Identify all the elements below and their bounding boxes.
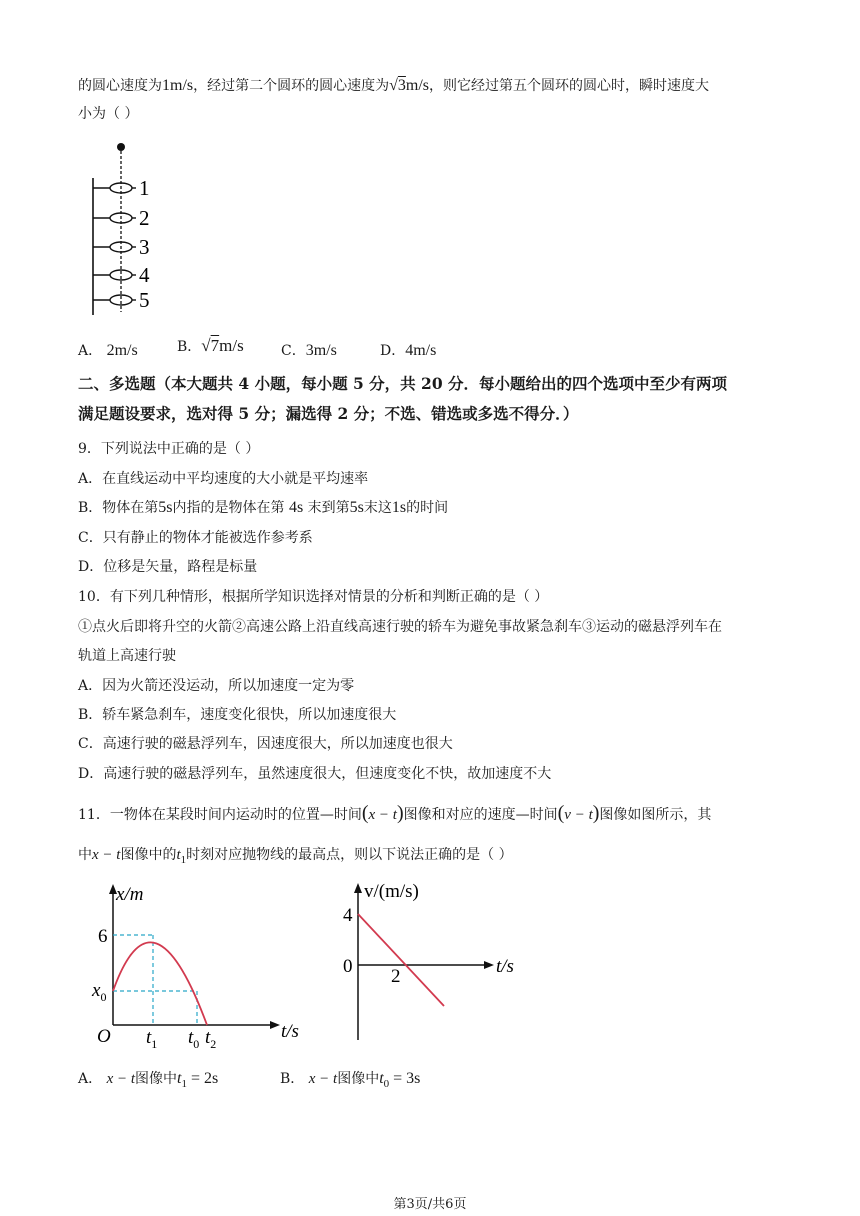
- ring-5: [93, 295, 136, 305]
- vt-ylabel: v/(m/s): [364, 881, 419, 902]
- ring-4: [93, 270, 136, 280]
- vt-xlabel: t/s: [496, 956, 514, 977]
- q9-option-a: A．在直线运动中平均速度的大小就是平均速率: [78, 471, 369, 487]
- xt-xlabel: t/s: [281, 1021, 299, 1042]
- q8-line1: 的圆心速度为1m/s，经过第二个圆环的圆心速度为√3m/s，则它经过第五个圆环的圆心时，瞬时速度大: [78, 77, 710, 94]
- q9-option-c: C．只有静止的物体才能被选作参考系: [78, 530, 313, 546]
- xt-origin: O: [97, 1026, 111, 1047]
- q11-stem-line2: 中x − t图像中的$t_1$时刻对应抛物线的最高点，则以下说法正确的是（ ）: [78, 847, 513, 866]
- xt-ylabel: x/m: [116, 884, 144, 905]
- q10-option-d: D．高速行驶的磁悬浮列车，虽然速度很大，但速度变化不快，故加速度不大: [78, 766, 552, 782]
- q8-option-a: A． 2m/s: [78, 342, 138, 359]
- vt-tick-2: 2: [391, 966, 401, 987]
- q8-option-d: D．4m/s: [380, 342, 437, 359]
- q10-option-a: A．因为火箭还没运动，所以加速度一定为零: [78, 678, 355, 694]
- q9-stem: 9．下列说法中正确的是（ ）: [78, 441, 260, 457]
- xt-tick-x0: $x_0$: [92, 980, 107, 1004]
- section-heading-line2: 满足题设要求，选对得 5 分；漏选得 2 分；不选、错选或多选不得分．）: [78, 404, 579, 423]
- ring-label-2: 2: [139, 206, 150, 230]
- q9-option-d: D．位移是矢量，路程是标量: [78, 559, 258, 575]
- ring-label-4: 4: [139, 263, 150, 287]
- xt-x-arrow: [270, 1021, 280, 1029]
- xt-tick-t1: $t_1$: [146, 1027, 158, 1051]
- xt-tick-6: 6: [98, 926, 108, 947]
- ring-3: [93, 242, 136, 252]
- q10-scene-line1: ①点火后即将升空的火箭②高速公路上沿直线高速行驶的轿车为避免事故紧急刹车③运动的磁悬浮列车在: [78, 619, 722, 635]
- vt-x-arrow: [484, 961, 494, 969]
- q10-scene-line2: 轨道上高速行驶: [78, 648, 176, 664]
- v2-value: √3m/s: [389, 77, 430, 94]
- v1-value: 1m/s: [162, 77, 194, 94]
- q8-option-b: B．√7m/s: [177, 336, 244, 355]
- vt-tick-4: 4: [343, 905, 353, 926]
- q9-option-b: B．物体在第5s内指的是物体在第 4s 末到第5s末这1s的时间: [78, 499, 449, 516]
- vt-y-arrow: [354, 883, 362, 893]
- q10-option-c: C．高速行驶的磁悬浮列车，因速度很大，所以加速度也很大: [78, 736, 453, 752]
- section-heading-line1: 二、多选题（本大题共 4 小题，每小题 5 分，共 20 分．每小题给出的四个选项中至少有两项: [78, 374, 728, 393]
- xt-tick-t2: $t_2$: [205, 1027, 217, 1051]
- vt-graph: [338, 876, 538, 1048]
- vt-tick-0: 0: [343, 956, 353, 977]
- ring-label-1: 1: [139, 176, 150, 200]
- ring-label-3: 3: [139, 235, 150, 259]
- q11-option-b: B． x − t图像中$t_0 = 3s$: [280, 1070, 421, 1090]
- q10-option-b: B．轿车紧急刹车，速度变化很快，所以加速度很大: [78, 707, 397, 723]
- q11-option-a: A． x − t图像中$t_1 = 2s$: [78, 1070, 219, 1090]
- rings-figure: [86, 140, 166, 320]
- drop-point: [117, 143, 125, 151]
- xt-graph: [88, 880, 310, 1052]
- ring-1: [93, 183, 136, 193]
- vt-line: [358, 914, 444, 1006]
- ring-2: [93, 213, 136, 223]
- q11-stem-line1: 11．一物体在某段时间内运动时的位置—时间(x − t)图像和对应的速度—时间(v − t)图像如图所示，其: [78, 802, 712, 824]
- q10-stem: 10．有下列几种情形，根据所学知识选择对情景的分析和判断正确的是（ ）: [78, 589, 549, 605]
- q8-option-c: C．3m/s: [281, 342, 337, 359]
- xt-parabola: [113, 942, 207, 1025]
- page-footer: 第3页/共6页: [393, 1197, 467, 1212]
- ring-label-5: 5: [139, 288, 150, 312]
- xt-tick-t0: $t_0$: [188, 1027, 200, 1051]
- q8-line2: 小为（ ）: [78, 106, 139, 122]
